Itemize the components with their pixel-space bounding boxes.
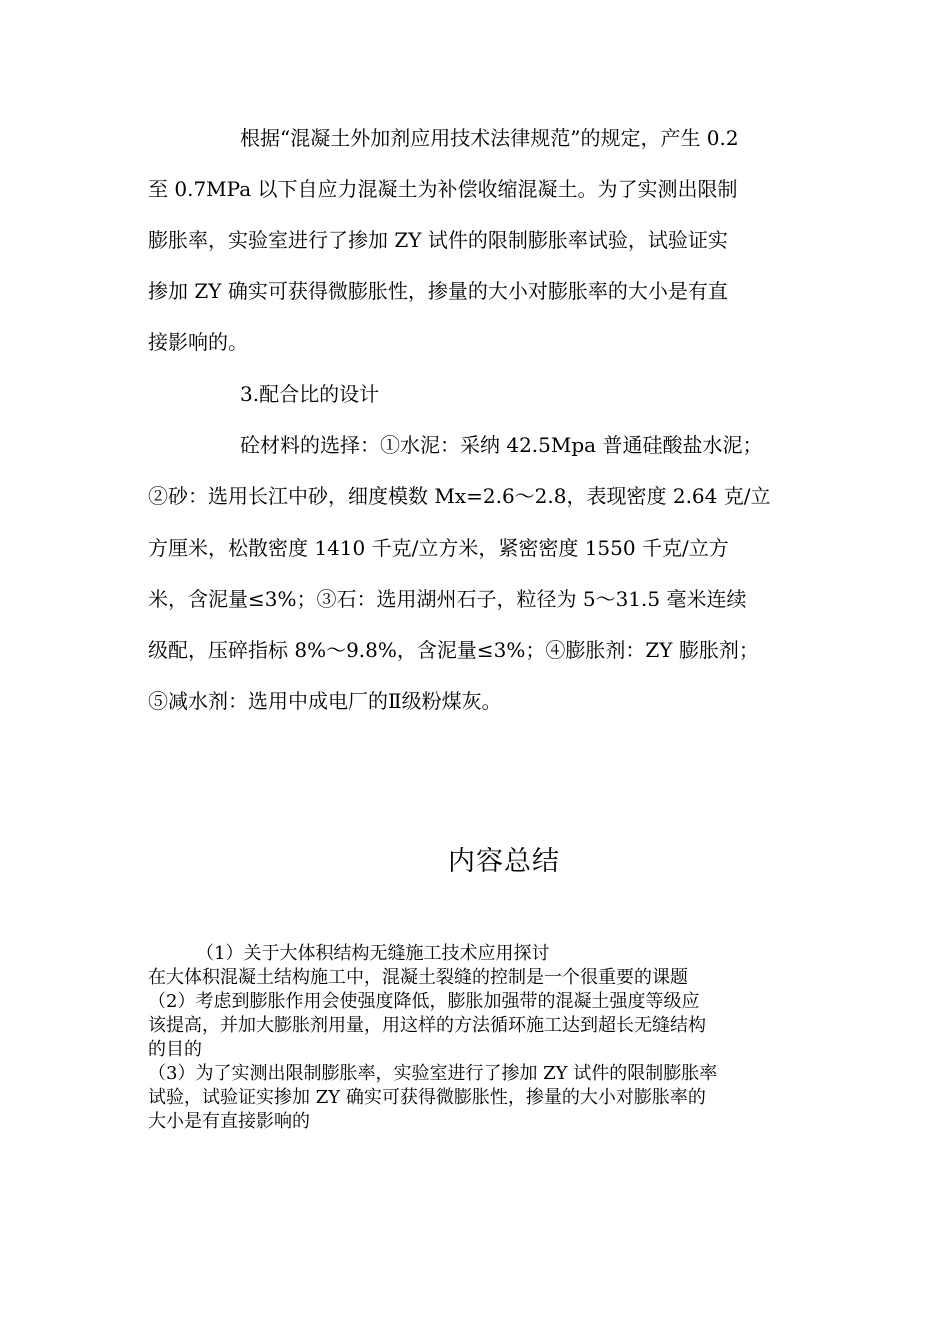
summary-title: 内容总结 [448, 846, 560, 877]
paragraph-line: 至 0.7MPa 以下自应力混凝土为补偿收缩混凝土。为了实测出限制 [148, 177, 738, 201]
paragraph-line: ⑤减水剂：选用中成电厂的Ⅱ级粉煤灰。 [148, 689, 502, 713]
paragraph-line: 根据“混凝土外加剂应用技术法律规范”的规定，产生 0.2 [240, 126, 739, 150]
summary-line: 试验，试验证实掺加 ZY 确实可获得微膨胀性，掺量的大小对膨胀率的 [148, 1087, 706, 1108]
paragraph-line: ②砂：选用长江中砂，细度模数 Mx=2.6～2.8，表现密度 2.64 克/立 [148, 484, 771, 508]
summary-line: 该提高，并加大膨胀剂用量，用这样的方法循环施工达到超长无缝结构 [148, 1015, 706, 1036]
summary-line: （1）关于大体积结构无缝施工技术应用探讨 [196, 943, 550, 964]
summary-line: （3）为了实测出限制膨胀率，实验室进行了掺加 ZY 试件的限制膨胀率 [148, 1063, 718, 1084]
paragraph-line: 米，含泥量≤3%；③石：选用湖州石子，粒径为 5～31.5 毫米连续 [148, 587, 747, 611]
summary-line: 大小是有直接影响的 [148, 1111, 310, 1132]
paragraph-line: 膨胀率，实验室进行了掺加 ZY 试件的限制膨胀率试验，试验证实 [148, 228, 728, 252]
summary-line: 在大体积混凝土结构施工中，混凝土裂缝的控制是一个很重要的课题 [148, 967, 688, 988]
paragraph-line: 砼材料的选择：①水泥：采纳 42.5Mpa 普通硅酸盐水泥； [240, 433, 763, 457]
summary-line: 的目的 [148, 1039, 202, 1060]
section-heading: 3.配合比的设计 [240, 382, 380, 406]
paragraph-line: 掺加 ZY 确实可获得微膨胀性，掺量的大小对膨胀率的大小是有直 [148, 279, 728, 303]
paragraph-line: 级配，压碎指标 8%～9.8%，含泥量≤3%；④膨胀剂：ZY 膨胀剂； [148, 638, 759, 662]
paragraph-line: 接影响的。 [148, 330, 248, 354]
summary-line: （2）考虑到膨胀作用会使强度降低，膨胀加强带的混凝土强度等级应 [148, 991, 700, 1012]
paragraph-line: 方厘米，松散密度 1410 千克/立方米，紧密密度 1550 千克/立方 [148, 536, 729, 560]
